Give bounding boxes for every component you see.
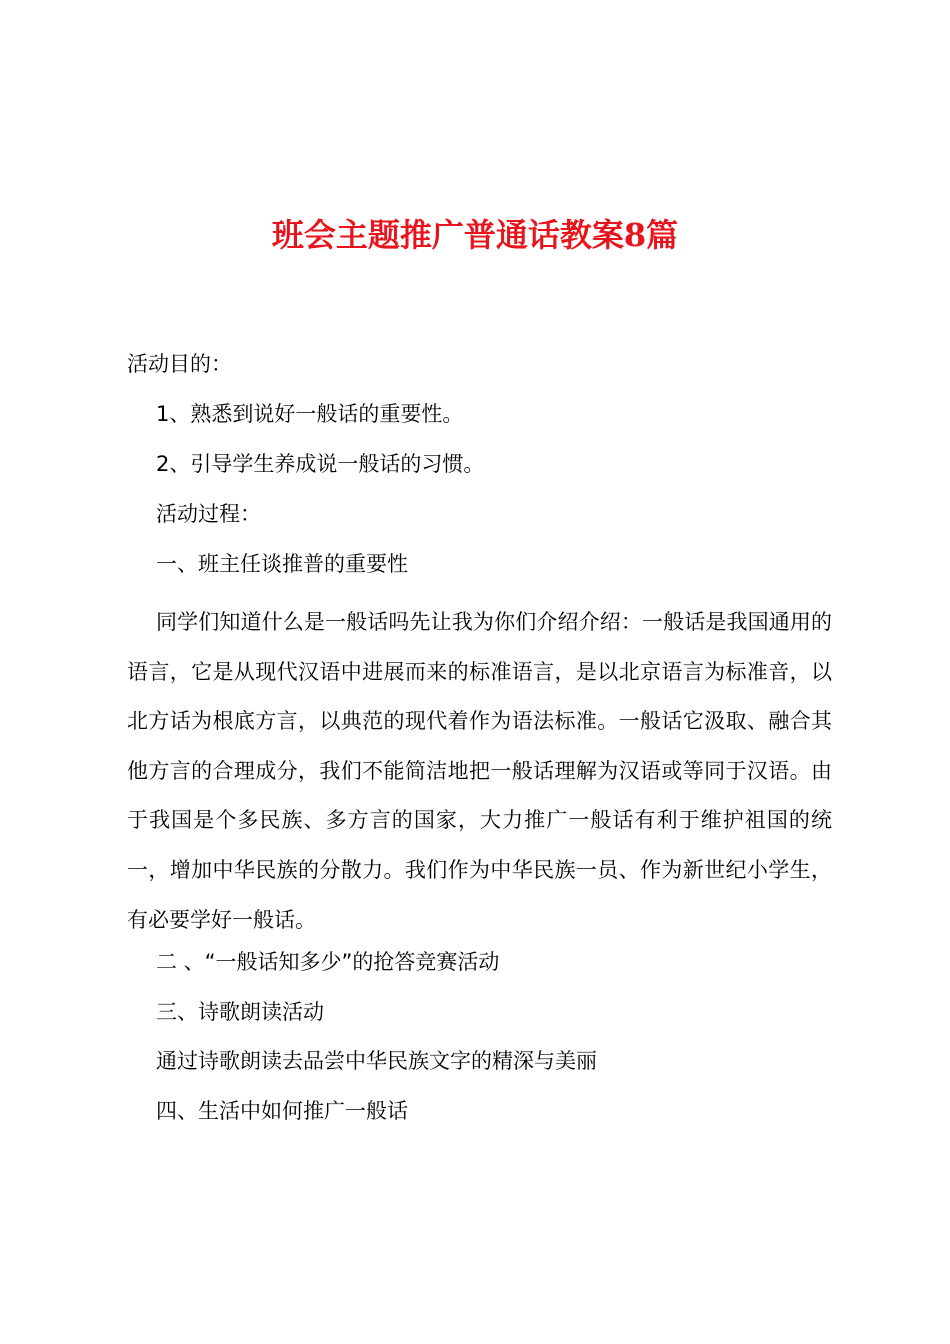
document-title: 班会主题推广普通话教案8篇 bbox=[271, 216, 679, 254]
purpose-item-2: 2、引导学生养成说一般话的习惯。 bbox=[156, 452, 485, 476]
purpose-heading: 活动目的： bbox=[127, 352, 232, 376]
section-1-paragraph: 同学们知道什么是一般话吗先让我为你们介绍介绍：一般话是我国通用的语言，它是从现代汉语中进展而来的标准语言，是以北京语言为标准音，以北方话为根底方言，以典范的现代着作为语法标准。一般话它汲取、融合其他方言的合理成分，我们不能简洁地把一般话理解为汉语或等同于汉语。由于我国是个多民族、多方言的国家，大力推广一般话有利于维护祖国的统一，增加中华民族的分散力。我们作为中华民族一员、作为新世纪小学生，有必要学好一般话。 bbox=[127, 610, 832, 932]
section-1-heading: 一、班主任谈推普的重要性 bbox=[156, 552, 408, 576]
section-3-paragraph: 通过诗歌朗读去品尝中华民族文字的精深与美丽 bbox=[156, 1049, 597, 1073]
process-heading: 活动过程： bbox=[156, 502, 261, 526]
purpose-item-1: 1、熟悉到说好一般话的重要性。 bbox=[156, 402, 464, 426]
section-4-heading: 四、生活中如何推广一般话 bbox=[156, 1099, 408, 1123]
section-3-heading: 三、诗歌朗读活动 bbox=[156, 1000, 324, 1024]
section-2-heading: 二 、“一般话知多少”的抢答竞赛活动 bbox=[156, 950, 500, 974]
